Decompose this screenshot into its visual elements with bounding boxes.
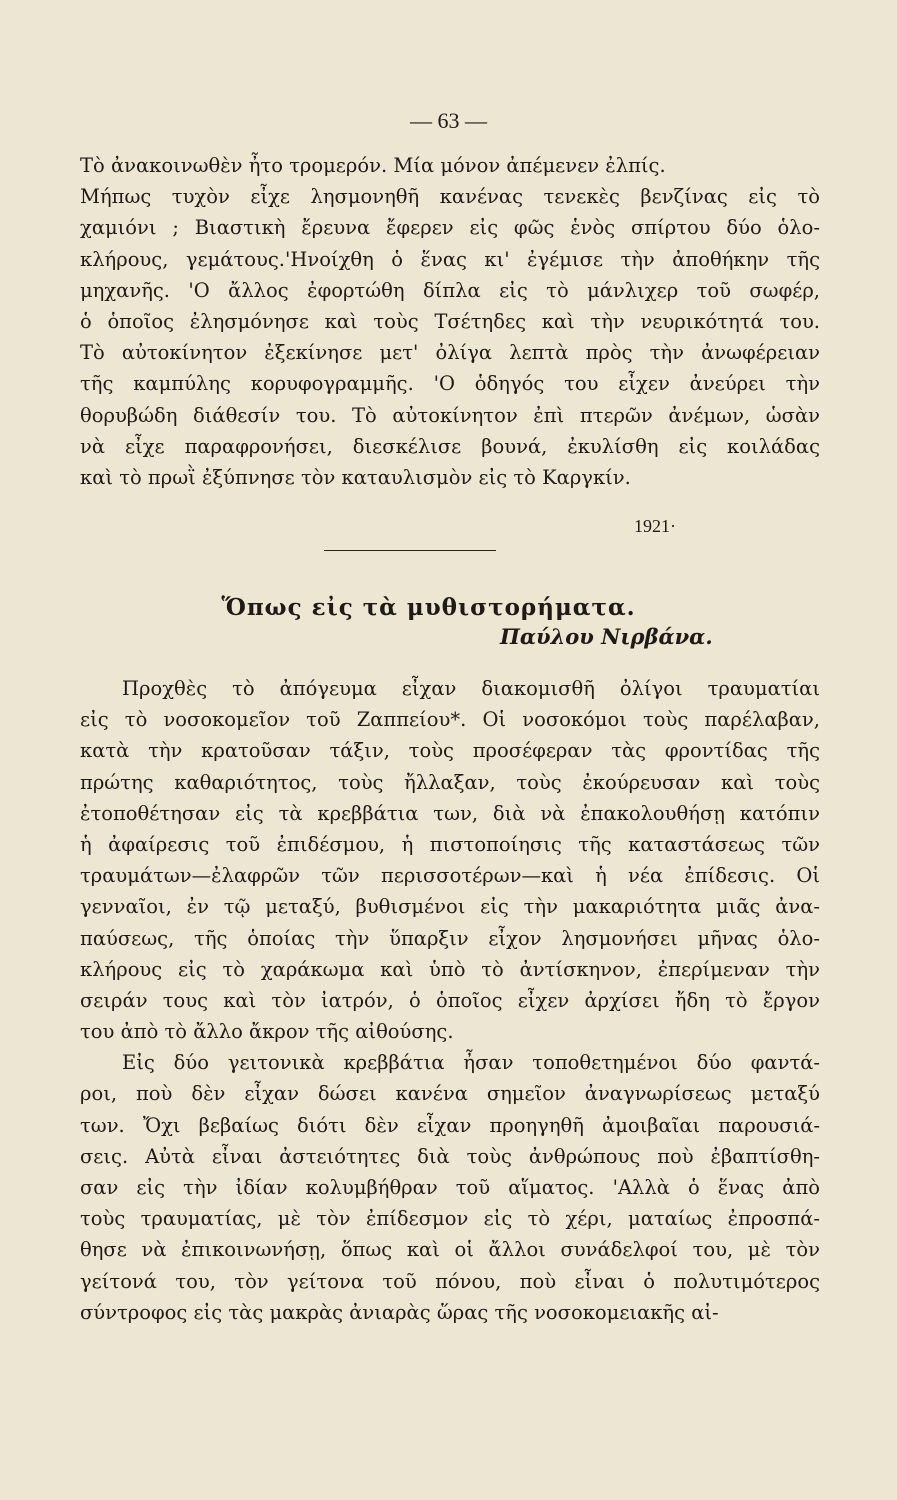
text-line: ἐτοποθέτησαν εἰς τὰ κρεββάτια των, διὰ νὰ ἐπακολουθήσῃ κατόπιν: [80, 801, 820, 825]
text-line: γενναῖοι, ἐν τῷ μεταξύ, βυθισμένοι εἰς τὴν μακαριότητα μιᾶς ἀνα-: [80, 895, 820, 919]
section-divider: [324, 550, 496, 551]
text-line: ὁ ὁποῖος ἐλησμόνησε καὶ τοὺς Τσέτηδες καὶ τὴν νευρικότητά του.: [80, 309, 820, 333]
text-line: εἰς τὸ νοσοκομεῖον τοῦ Ζαππείου*. Οἱ νοσοκόμοι τοὺς παρέλαβαν,: [80, 708, 820, 732]
text-line: Προχθὲς τὸ ἀπόγευμα εἶχαν διακομισθῆ ὀλίγοι τραυματίαι: [122, 677, 820, 700]
text-line: τῆς καμπύλης κορυφογραμμῆς. 'Ο ὁδηγός του εἶχεν ἀνεύρει τὴν: [80, 372, 820, 396]
story-author: Παύλου Νιρβάνα.: [500, 624, 713, 649]
story-body-text: [80, 673, 820, 1328]
text-line: χαμιόνι ; Βιαστικὴ ἔρευνα ἔφερεν εἰς φῶς ἑνὸς σπίρτου δύο ὁλο-: [80, 216, 820, 240]
text-line: ροι, ποὺ δὲν εἶχαν δώσει κανένα σημεῖον ἀναγνωρίσεως μεταξύ: [80, 1082, 820, 1106]
text-line: θησε νὰ ἐπικοινωνήσῃ, ὅπως καὶ οἱ ἄλλοι συνάδελφοί του, μὲ τὸν: [80, 1238, 820, 1262]
text-line: των. Ὄχι βεβαίως διότι δὲν εἶχαν προηγηθῆ ἀμοιβαῖαι παρουσιά-: [80, 1113, 820, 1137]
text-line: κλήρους, γεμάτους.'Ηνοίχθη ὁ ἕνας κι' ἐγέμισε τὴν ἀποθήκην τῆς: [80, 247, 820, 271]
text-line: ἡ ἀφαίρεσις τοῦ ἐπιδέσμου, ἡ πιστοποίησις τῆς καταστάσεως τῶν: [80, 832, 820, 856]
text-line: τραυμάτων—ἐλαφρῶν τῶν περισσοτέρων—καὶ ἡ νέα ἐπίδεσις. Οἱ: [80, 864, 820, 888]
text-line: Τὸ αὐτοκίνητον ἐξεκίνησε μετ' ὀλίγα λεπτὰ πρὸς τὴν ἀνωφέρειαν: [80, 341, 820, 365]
text-line: παύσεως, τῆς ὁποίας τὴν ὕπαρξιν εἶχον λησμονήσει μῆνας ὁλο-: [80, 926, 820, 950]
story-date: 1921·: [634, 516, 676, 536]
text-line: πρώτης καθαριότητος, τοὺς ἤλλαξαν, τοὺς ἐκούρευσαν καὶ τοὺς: [80, 770, 820, 794]
text-line: κατὰ τὴν κρατοῦσαν τάξιν, τοὺς προσέφεραν τὰς φροντίδας τῆς: [80, 739, 820, 763]
story-title: Ὅπως εἰς τὰ μυθιστορήματα.: [221, 594, 636, 621]
text-line: τοὺς τραυματίας, μὲ τὸν ἐπίδεσμον εἰς τὸ χέρι, ματαίως ἐπροσπά-: [80, 1207, 820, 1231]
text-line: νὰ εἶχε παραφρονήσει, διεσκέλισε βουνά, ἐκυλίσθη εἰς κοιλάδας: [80, 434, 820, 458]
text-line: θορυβώδη διάθεσίν του. Τὸ αὐτοκίνητον ἐπὶ πτερῶν ἀνέμων, ὡσὰν: [80, 403, 820, 427]
text-line: Μήπως τυχὸν εἶχε λησμονηθῆ κανένας τενεκὲς βενζίνας εἰς τὸ: [80, 185, 820, 209]
story-ending-text: [80, 150, 820, 493]
text-line: κλήρους εἰς τὸ χαράκωμα καὶ ὑπὸ τὸ ἀντίσκηνον, ἐπερίμεναν τὴν: [80, 957, 820, 981]
page-number: — 63 —: [410, 108, 487, 133]
text-line: σύντροφος εἰς τὰς μακρὰς ἀνιαρὰς ὥρας τῆς νοσοκομειακῆς αἰ-: [80, 1300, 719, 1324]
text-line: μηχανῆς. 'Ο ἄλλος ἐφορτώθη δίπλα εἰς τὸ μάνλιχερ τοῦ σωφέρ,: [80, 278, 820, 302]
text-line: Εἰς δύο γειτονικὰ κρεββάτια ἦσαν τοποθετημένοι δύο φαντά-: [122, 1051, 820, 1075]
text-line: σαν εἰς τὴν ἰδίαν κολυμβήθραν τοῦ αἵματος. 'Αλλὰ ὁ ἕνας ἀπὸ: [80, 1176, 820, 1199]
text-line: σειράν τους καὶ τὸν ἰατρόν, ὁ ὁποῖος εἶχεν ἀρχίσει ἤδη τὸ ἔργον: [80, 988, 820, 1012]
text-line: γείτονά του, τὸν γείτονα τοῦ πόνου, ποὺ εἶναι ὁ πολυτιμότερος: [80, 1269, 820, 1293]
text-line: σεις. Αὐτὰ εἶναι ἀστειότητες διὰ τοὺς ἀνθρώπους ποὺ ἐβαπτίσθη-: [80, 1144, 820, 1168]
text-line: καὶ τὸ πρωῒ ἐξύπνησε τὸν καταυλισμὸν εἰς τὸ Καργκίν.: [80, 465, 631, 489]
text-line: Τὸ ἀνακοινωθὲν ἦτο τρομερόν. Μία μόνον ἀπέμενεν ἐλπίς.: [80, 154, 666, 177]
text-line: του ἀπὸ τὸ ἄλλο ἄκρον τῆς αἰθούσης.: [80, 1020, 454, 1044]
